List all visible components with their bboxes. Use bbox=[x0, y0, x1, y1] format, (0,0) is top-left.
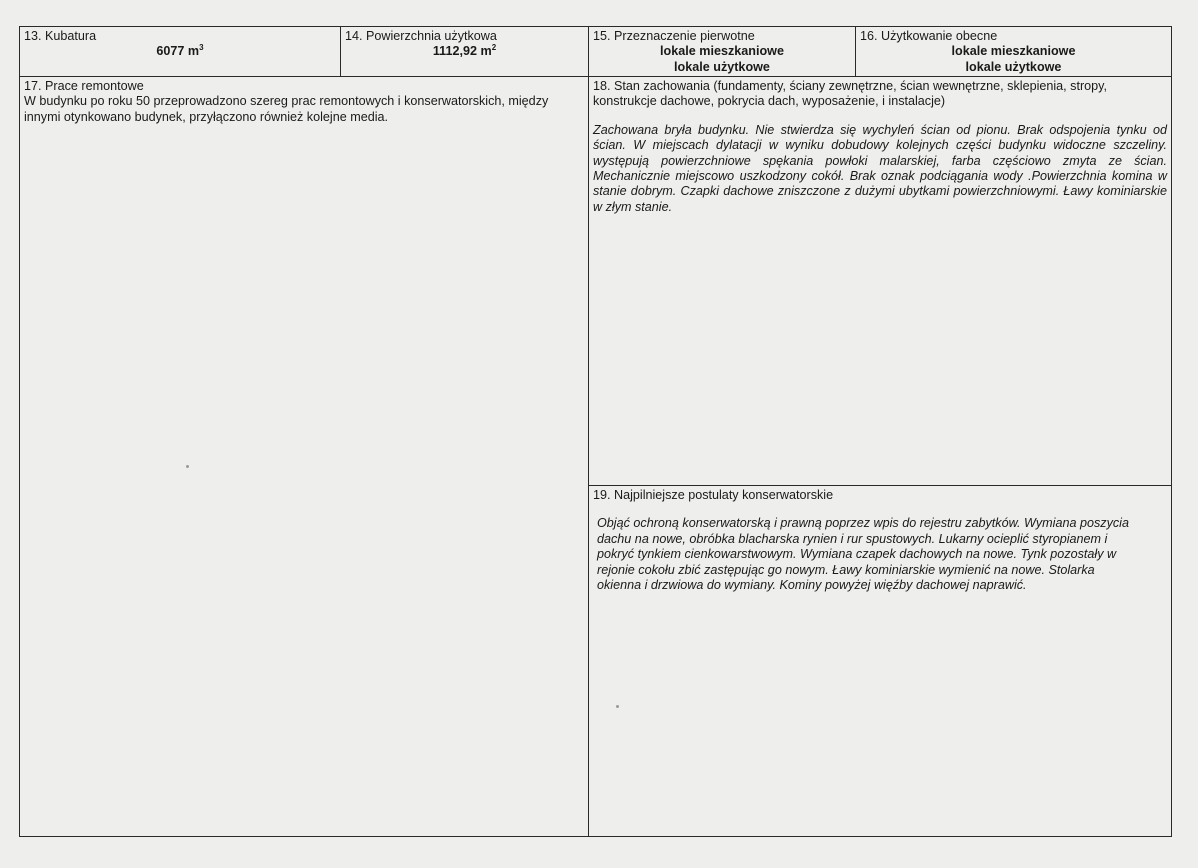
field-16-cell bbox=[855, 26, 1172, 77]
field-18-label: 18. Stan zachowania (fundamenty, ściany zewnętrzne, ścian wewnętrzne, sklepienia, stropy, konstrukcje dachowe, pokrycia dach, wyposażenie, i instalacje) bbox=[593, 79, 1108, 109]
field-16-value-1: lokale mieszkaniowe bbox=[951, 44, 1076, 59]
field-19-cell bbox=[588, 485, 1172, 837]
field-15-cell bbox=[588, 26, 856, 77]
field-13-value bbox=[24, 44, 336, 59]
field-18-cell bbox=[588, 76, 1172, 486]
field-17-cell bbox=[19, 76, 589, 837]
field-14-unit-sup: 2 bbox=[491, 43, 497, 53]
field-13-number: 6077 m bbox=[156, 44, 200, 59]
field-16-label: 16. Użytkowanie obecne bbox=[860, 29, 998, 43]
field-15-label: 15. Przeznaczenie pierwotne bbox=[593, 29, 755, 43]
field-14-number: 1112,92 m bbox=[432, 44, 492, 59]
field-14-cell bbox=[340, 26, 589, 77]
field-14-value bbox=[345, 44, 584, 59]
field-15-value-1: lokale mieszkaniowe bbox=[660, 44, 784, 59]
field-19-label: 19. Najpilniejsze postulaty konserwatorskie bbox=[593, 488, 834, 502]
field-15-value-2: lokale użytkowe bbox=[674, 59, 770, 74]
field-19-text: Objąć ochroną konserwatorską i prawną poprzez wpis do rejestru zabytków. Wymiana poszycia dachu na nowe, obróbka blacharska rynien i rur spustowych. Lukarny ocieplić styropianem i pokryć tynkiem cienkowarstwowym. Wymiana czapek dachowych na nowe. Tynk pozostały w rejonie cokołu zbić zastępując go nowym. Ławy kominiarskie wymienić na nowe. Stolarka okienna i drzwiowa do wymiany. Kominy powyżej więźby dachowej naprawić. bbox=[597, 516, 1129, 593]
field-18-text: Zachowana bryła budynku. Nie stwierdza się wychyleń ścian od pionu. Brak odspojenia tynku od ścian. W miejscach dylatacji w wyniku dobudowy kolejnych części budynku widoczne szczeliny. występują powierzchniowe spękania powłoki malarskiej, farba częściowo zmyta ze ścian. Mechanicznie miejscowo uszkodzony cokół. Brak oznak podciągania wody .Powierzchnia komina w stanie dobrym. Czapki dachowe zniszczone z dużymi ubytkami powierzchniowymi. Ławy kominiarskie w złym stanie. bbox=[593, 122, 1167, 214]
field-13-label: 13. Kubatura bbox=[24, 29, 97, 43]
field-13-unit-sup: 3 bbox=[199, 43, 204, 53]
field-13-cell bbox=[19, 26, 341, 77]
field-16-value-2: lokale użytkowe bbox=[965, 59, 1062, 74]
scan-speck bbox=[616, 705, 619, 708]
scan-speck bbox=[186, 465, 189, 468]
field-17-label: 17. Prace remontowe bbox=[24, 79, 144, 93]
field-14-label: 14. Powierzchnia użytkowa bbox=[345, 29, 497, 43]
field-17-text: W budynku po roku 50 przeprowadzono szereg prac remontowych i konserwatorskich, między innymi otynkowano budynek, przyłączono również kolejne media. bbox=[24, 94, 549, 124]
